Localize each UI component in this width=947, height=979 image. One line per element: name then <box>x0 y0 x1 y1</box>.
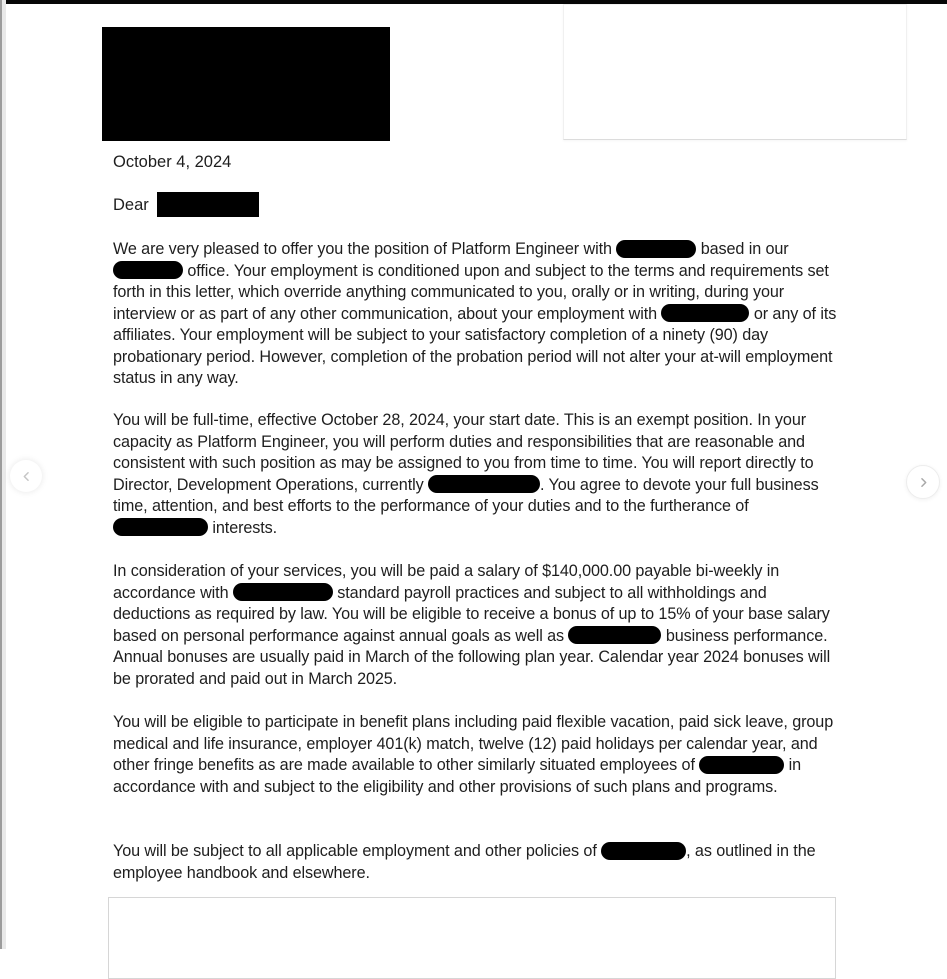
header-whiteout-box <box>563 4 907 140</box>
redaction-blob <box>113 518 208 536</box>
bottom-bordered-box <box>108 897 836 979</box>
recipient-name-redaction <box>157 192 259 217</box>
redaction-blob <box>699 756 784 774</box>
photo-left-edge-inner <box>2 0 6 949</box>
paragraph: You will be full-time, effective October 28, 2024, your start date. This is an exempt position. In your capacity as Platform Engineer, you will perform duties and responsibilities that are reasonable and consistent with such position as may be assigned to you from time to time. You will report directly to Director, Development Operations, currently . You agree to devote your full business time, attention, and best efforts to the performance of your duties and to the furtherance of interests. <box>113 411 819 537</box>
letter-date: October 4, 2024 <box>113 153 232 171</box>
salutation-text: Dear <box>113 195 149 214</box>
redaction-blob <box>601 842 686 860</box>
next-button[interactable] <box>906 465 940 499</box>
redaction-blob <box>616 240 696 258</box>
paragraph: In consideration of your services, you will be paid a salary of $140,000.00 payable bi-weekly in accordance with standard payroll practices and subject to all withholdings and deductions as required by law. You will be eligible to receive a bonus of up to 15% of your base salary based on personal performance against annual goals as well as business performance. Annual bonuses are usually paid in March of the following plan year. Calendar year 2024 bonuses will be prorated and paid out in March 2025. <box>113 562 831 688</box>
salutation <box>113 192 259 217</box>
redaction-blob <box>661 304 749 322</box>
paragraph: You will be eligible to participate in benefit plans including paid flexible vacation, paid sick leave, group medical and life insurance, employer 401(k) match, twelve (12) paid holidays per calendar year, and other fringe benefits as are made available to other similarly situated employees of in accordance with and subject to the eligibility and other provisions of such plans and programs. <box>113 713 834 796</box>
redaction-blob <box>568 626 661 644</box>
redaction-blob <box>428 475 540 493</box>
chevron-right-icon <box>916 475 931 490</box>
company-logo-redaction <box>102 27 390 141</box>
paragraph: You will be subject to all applicable employment and other policies of , as outlined in the employee handbook and elsewhere. <box>113 842 816 882</box>
redaction-blob <box>113 261 183 279</box>
prev-button[interactable] <box>10 460 42 492</box>
paragraph: We are very pleased to offer you the position of Platform Engineer with based in our office. Your employment is conditioned upon and subject to the terms and requirements set forth in this letter, which override anything communicated to you, orally or in writing, during your interview or as part of any other communication, about your employment with or any of its affiliates. Your employment will be subject to your satisfactory completion of a ninety (90) day probationary period. However, completion of the probation period will not alter your at-will employment status in any way. <box>113 240 837 387</box>
redaction-blob <box>233 583 333 601</box>
chevron-left-icon <box>19 469 34 484</box>
